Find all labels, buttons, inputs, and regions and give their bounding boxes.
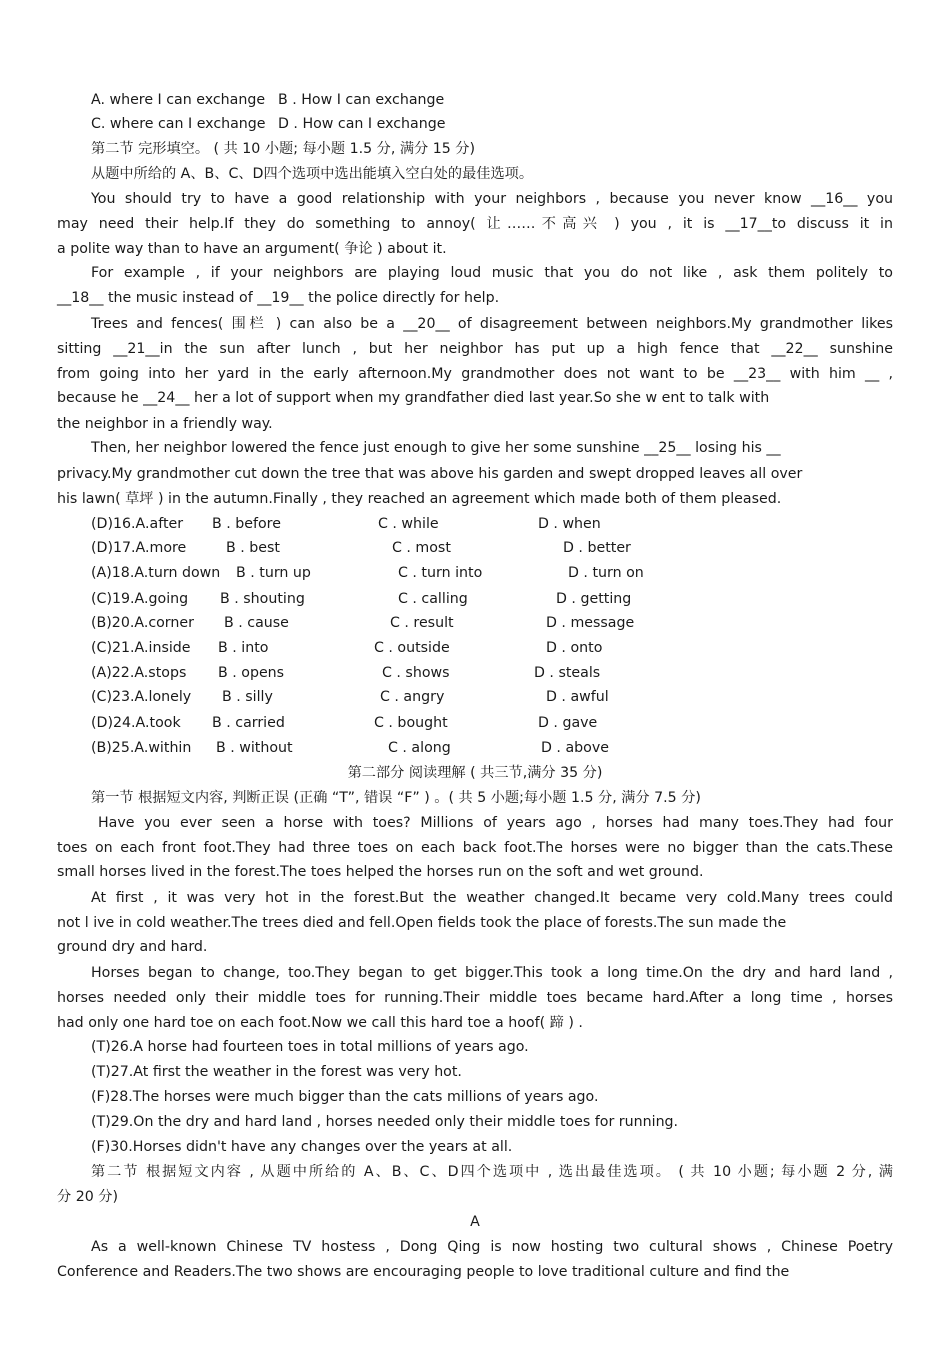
answer-c: C . calling (398, 591, 468, 607)
answer-a: (D)24.A.took (91, 715, 181, 731)
paragraph-line: toes on each front foot.They had three toes on each back foot.The horses were no bigger than the cats.These (57, 840, 893, 856)
paragraph-line: Conference and Readers.The two shows are encouraging people to love traditional culture and find the (57, 1264, 790, 1280)
paragraph-line: privacy.My grandmother cut down the tree that was above his garden and swept dropped leaves all over (57, 466, 803, 482)
answer-d: D . steals (534, 665, 601, 681)
tf-item: (F)28.The horses were much bigger than the cats millions of years ago. (91, 1089, 599, 1105)
answer-a: (B)20.A.corner (91, 615, 194, 631)
answer-a: (A)18.A.turn down (91, 565, 221, 581)
section-instruction: 从题中所给的 A、B、C、D四个选项中选出能填入空白处的最佳选项。 (91, 166, 534, 182)
section-header: 第一节 根据短文内容, 判断正误 (正确 “T”, 错误 “F” ) 。( 共 5 小题;每小题 1.5 分, 满分 7.5 分) (91, 790, 701, 806)
paragraph-line: Trees and fences( 围栏 ) can also be a __20__ of disagreement between neighbors.My grandmother likes (91, 316, 893, 332)
answer-b: B . cause (224, 615, 289, 631)
paragraph-line: You should try to have a good relationship with your neighbors , because you never know __16__ you (91, 191, 893, 207)
paragraph-line: from going into her yard in the early afternoon.My grandmother does not want to be __23__ with him __ , (57, 366, 893, 382)
part-title: 第二部分 阅读理解 ( 共三节,满分 35 分) (347, 765, 603, 781)
answer-d: D . getting (556, 591, 632, 607)
answer-b: B . shouting (220, 591, 305, 607)
answer-b: B . before (212, 516, 281, 532)
paragraph-line: his lawn( 草坪 ) in the autumn.Finally , they reached an agreement which made both of them pleased. (57, 491, 782, 507)
answer-c: C . bought (374, 715, 448, 731)
answer-c: C . along (388, 740, 451, 756)
answer-c: C . angry (380, 689, 445, 705)
answer-d: D . when (538, 516, 601, 532)
option-c: C. where can I exchange (91, 116, 266, 132)
paragraph-line: As a well-known Chinese TV hostess , Dong Qing is now hosting two cultural shows , Chinese Poetry (91, 1239, 893, 1255)
answer-d: D . gave (538, 715, 598, 731)
option-a: A. where I can exchange (91, 92, 266, 108)
answer-b: B . turn up (236, 565, 311, 581)
section-header-cont: 分 20 分) (57, 1189, 118, 1205)
answer-c: C . while (378, 516, 439, 532)
answer-a: (B)25.A.within (91, 740, 192, 756)
paragraph-line: horses needed only their middle toes for running.Their middle toes became hard.After a long time , horses (57, 990, 893, 1006)
answer-c: C . shows (382, 665, 450, 681)
section-header: 第二节 完形填空。 ( 共 10 小题; 每小题 1.5 分, 满分 15 分) (91, 141, 476, 157)
answer-a: (C)21.A.inside (91, 640, 191, 656)
answer-a: (C)19.A.going (91, 591, 189, 607)
answer-c: C . most (392, 540, 451, 556)
answer-a: (D)16.A.after (91, 516, 184, 532)
paragraph-line: small horses lived in the forest.The toes helped the horses run on the soft and wet ground. (57, 864, 704, 880)
paragraph-line: may need their help.If they do something to annoy( 让……不高兴 ) you , it is __17__to discuss it in (57, 216, 893, 232)
paragraph-line: had only one hard toe on each foot.Now we call this hard toe a hoof( 蹄 ) . (57, 1015, 583, 1031)
paragraph-line: not l ive in cold weather.The trees died and fell.Open fields took the place of forests.The sun made the (57, 915, 787, 931)
paragraph-line: the neighbor in a friendly way. (57, 416, 273, 432)
answer-c: C . outside (374, 640, 450, 656)
answer-d: D . above (541, 740, 609, 756)
paragraph-line: sitting __21__in the sun after lunch , but her neighbor has put up a high fence that __22__ sunshine (57, 341, 893, 357)
paragraph-line: a polite way than to have an argument( 争论 ) about it. (57, 241, 447, 257)
answer-d: D . turn on (568, 565, 644, 581)
paragraph-line: __18__ the music instead of __19__ the police directly for help. (57, 290, 500, 306)
paragraph-line: Have you ever seen a horse with toes? Millions of years ago , horses had many toes.They had four (98, 815, 893, 831)
paragraph-line: At first , it was very hot in the forest.But the weather changed.It became very cold.Many trees could (91, 890, 893, 906)
tf-item: (T)27.At first the weather in the forest was very hot. (91, 1064, 462, 1080)
paragraph-line: For example , if your neighbors are playing loud music that you do not like , ask them politely to (91, 265, 893, 281)
answer-d: D . better (563, 540, 631, 556)
answer-b: B . opens (218, 665, 285, 681)
section-header: 第二节 根据短文内容 , 从题中所给的 A、B、C、D四个选项中 , 选出最佳选项。 ( 共 10 小题; 每小题 2 分, 满 (91, 1164, 893, 1180)
tf-item: (T)29.On the dry and hard land , horses needed only their middle toes for running. (91, 1114, 679, 1130)
answer-b: B . silly (222, 689, 273, 705)
option-d: D . How can I exchange (278, 116, 446, 132)
paragraph-line: Horses began to change, too.They began to get bigger.This took a long time.On the dry and hard land , (91, 965, 893, 981)
answer-b: B . best (226, 540, 280, 556)
paragraph-line: because he __24__ her a lot of support when my grandfather died last year.So she w ent to talk with (57, 390, 770, 406)
tf-item: (T)26.A horse had fourteen toes in total millions of years ago. (91, 1039, 529, 1055)
answer-c: C . turn into (398, 565, 483, 581)
answer-b: B . carried (212, 715, 285, 731)
passage-label: A (470, 1214, 480, 1230)
answer-a: (C)23.A.lonely (91, 689, 192, 705)
answer-d: D . awful (546, 689, 609, 705)
paragraph-line: Then, her neighbor lowered the fence just enough to give her some sunshine __25__ losing his __ (91, 440, 781, 456)
tf-item: (F)30.Horses didn't have any changes over the years at all. (91, 1139, 513, 1155)
answer-b: B . without (216, 740, 293, 756)
option-b: B . How I can exchange (278, 92, 445, 108)
answer-d: D . message (546, 615, 635, 631)
paragraph-line: ground dry and hard. (57, 939, 208, 955)
answer-a: (A)22.A.stops (91, 665, 187, 681)
answer-c: C . result (390, 615, 454, 631)
answer-d: D . onto (546, 640, 603, 656)
answer-a: (D)17.A.more (91, 540, 187, 556)
answer-b: B . into (218, 640, 269, 656)
